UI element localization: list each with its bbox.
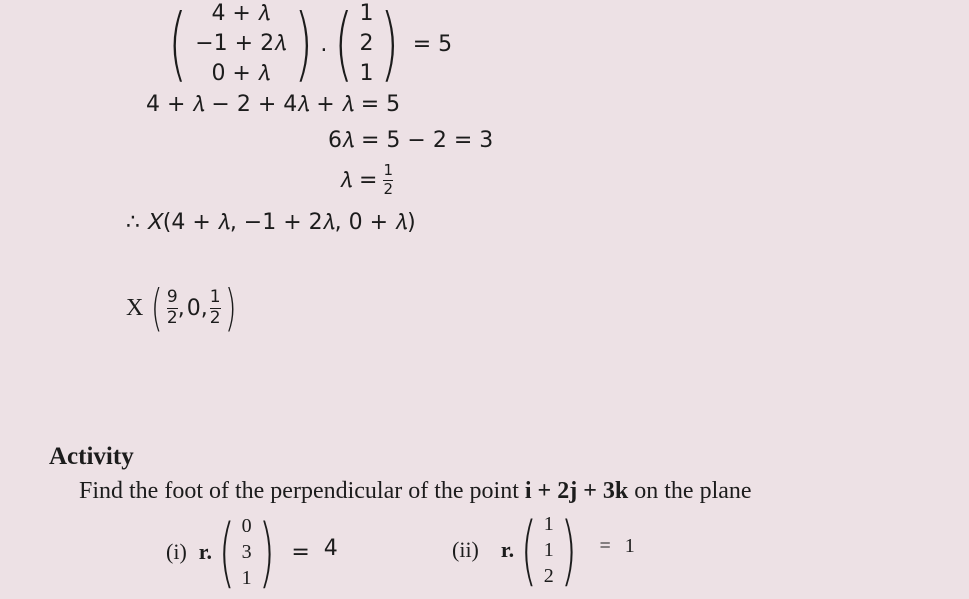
result-x-denominator: 2 bbox=[166, 307, 178, 328]
left-paren: ( bbox=[520, 505, 538, 594]
result-x-fraction bbox=[166, 286, 178, 328]
result-z-denominator: 2 bbox=[209, 307, 221, 328]
vector-right bbox=[328, 0, 404, 89]
line-solve: 6𝜆 = 5 − 2 = 3 bbox=[328, 128, 494, 153]
equation-rhs: = 5 bbox=[412, 31, 453, 57]
part-2-r: r. bbox=[500, 537, 515, 562]
lambda-denominator: 2 bbox=[383, 179, 393, 198]
lambda-lhs: 𝜆 = bbox=[340, 167, 378, 193]
part-2-value: 1 bbox=[624, 534, 635, 557]
lambda-numerator: 1 bbox=[383, 161, 393, 179]
result-point bbox=[126, 280, 240, 336]
left-paren: ( bbox=[168, 0, 187, 90]
part-2-vector-row-1: 1 bbox=[543, 513, 554, 535]
result-x-numerator: 9 bbox=[166, 286, 178, 307]
part-1-vector bbox=[242, 513, 252, 591]
part-1-vector-row-3: 1 bbox=[241, 567, 252, 589]
left-paren: ( bbox=[334, 0, 354, 90]
part-1-equals: = bbox=[291, 539, 310, 565]
activity-prompt bbox=[79, 478, 752, 505]
part-1-r: r. bbox=[198, 539, 213, 564]
right-paren: ) bbox=[224, 279, 237, 337]
comma: , bbox=[177, 295, 185, 321]
result-y: 0 bbox=[186, 295, 201, 321]
part-1-value: 4 bbox=[323, 535, 338, 561]
activity-heading: Activity bbox=[49, 443, 134, 470]
right-paren: ) bbox=[294, 0, 314, 90]
part-2-vector-row-3: 2 bbox=[543, 565, 554, 587]
left-paren: ( bbox=[151, 279, 163, 337]
line-therefore: ∴ 𝑋(4 + 𝜆, −1 + 2𝜆, 0 + 𝜆) bbox=[126, 210, 416, 235]
prompt-point: i + 2j + 3k bbox=[524, 478, 629, 504]
result-z-fraction bbox=[209, 286, 221, 328]
vector-left-row-1: 4 + 𝜆 bbox=[211, 1, 270, 26]
left-paren: ( bbox=[218, 507, 235, 596]
right-paren: ) bbox=[258, 507, 275, 596]
part-1-vector-row-2: 3 bbox=[241, 541, 252, 563]
line-expand: 4 + 𝜆 − 2 + 4𝜆 + 𝜆 = 5 bbox=[146, 92, 401, 117]
part-2-vector bbox=[544, 511, 554, 589]
prompt-text-end: on the plane bbox=[628, 478, 752, 504]
part-2-label: (ii) bbox=[452, 537, 479, 562]
top-equation bbox=[162, 0, 453, 90]
vector-left-row-2: −1 + 2𝜆 bbox=[195, 31, 287, 56]
right-paren: ) bbox=[560, 505, 577, 594]
part-1-vector-row-1: 0 bbox=[241, 515, 252, 537]
line-lambda bbox=[340, 163, 393, 198]
comma: , bbox=[200, 295, 208, 321]
prompt-text-start: Find the foot of the perpendicular of the point bbox=[79, 478, 525, 504]
part-2-equals: = bbox=[599, 534, 611, 557]
vector-right-row-2: 2 bbox=[359, 31, 374, 56]
lambda-fraction bbox=[383, 163, 393, 198]
part-1-label: (i) bbox=[166, 539, 187, 564]
vector-right-row-1: 1 bbox=[359, 1, 374, 26]
vector-right-row-3: 1 bbox=[359, 61, 374, 86]
vector-left-row-3: 0 + 𝜆 bbox=[211, 61, 270, 86]
right-paren: ) bbox=[379, 0, 399, 90]
activity-part-1 bbox=[166, 507, 338, 596]
vector-left bbox=[162, 0, 319, 89]
result-z-numerator: 1 bbox=[209, 286, 221, 307]
activity-part-2 bbox=[452, 505, 635, 594]
dot-operator: . bbox=[320, 31, 328, 57]
result-label: X bbox=[126, 294, 144, 321]
part-2-vector-row-2: 1 bbox=[543, 539, 554, 561]
